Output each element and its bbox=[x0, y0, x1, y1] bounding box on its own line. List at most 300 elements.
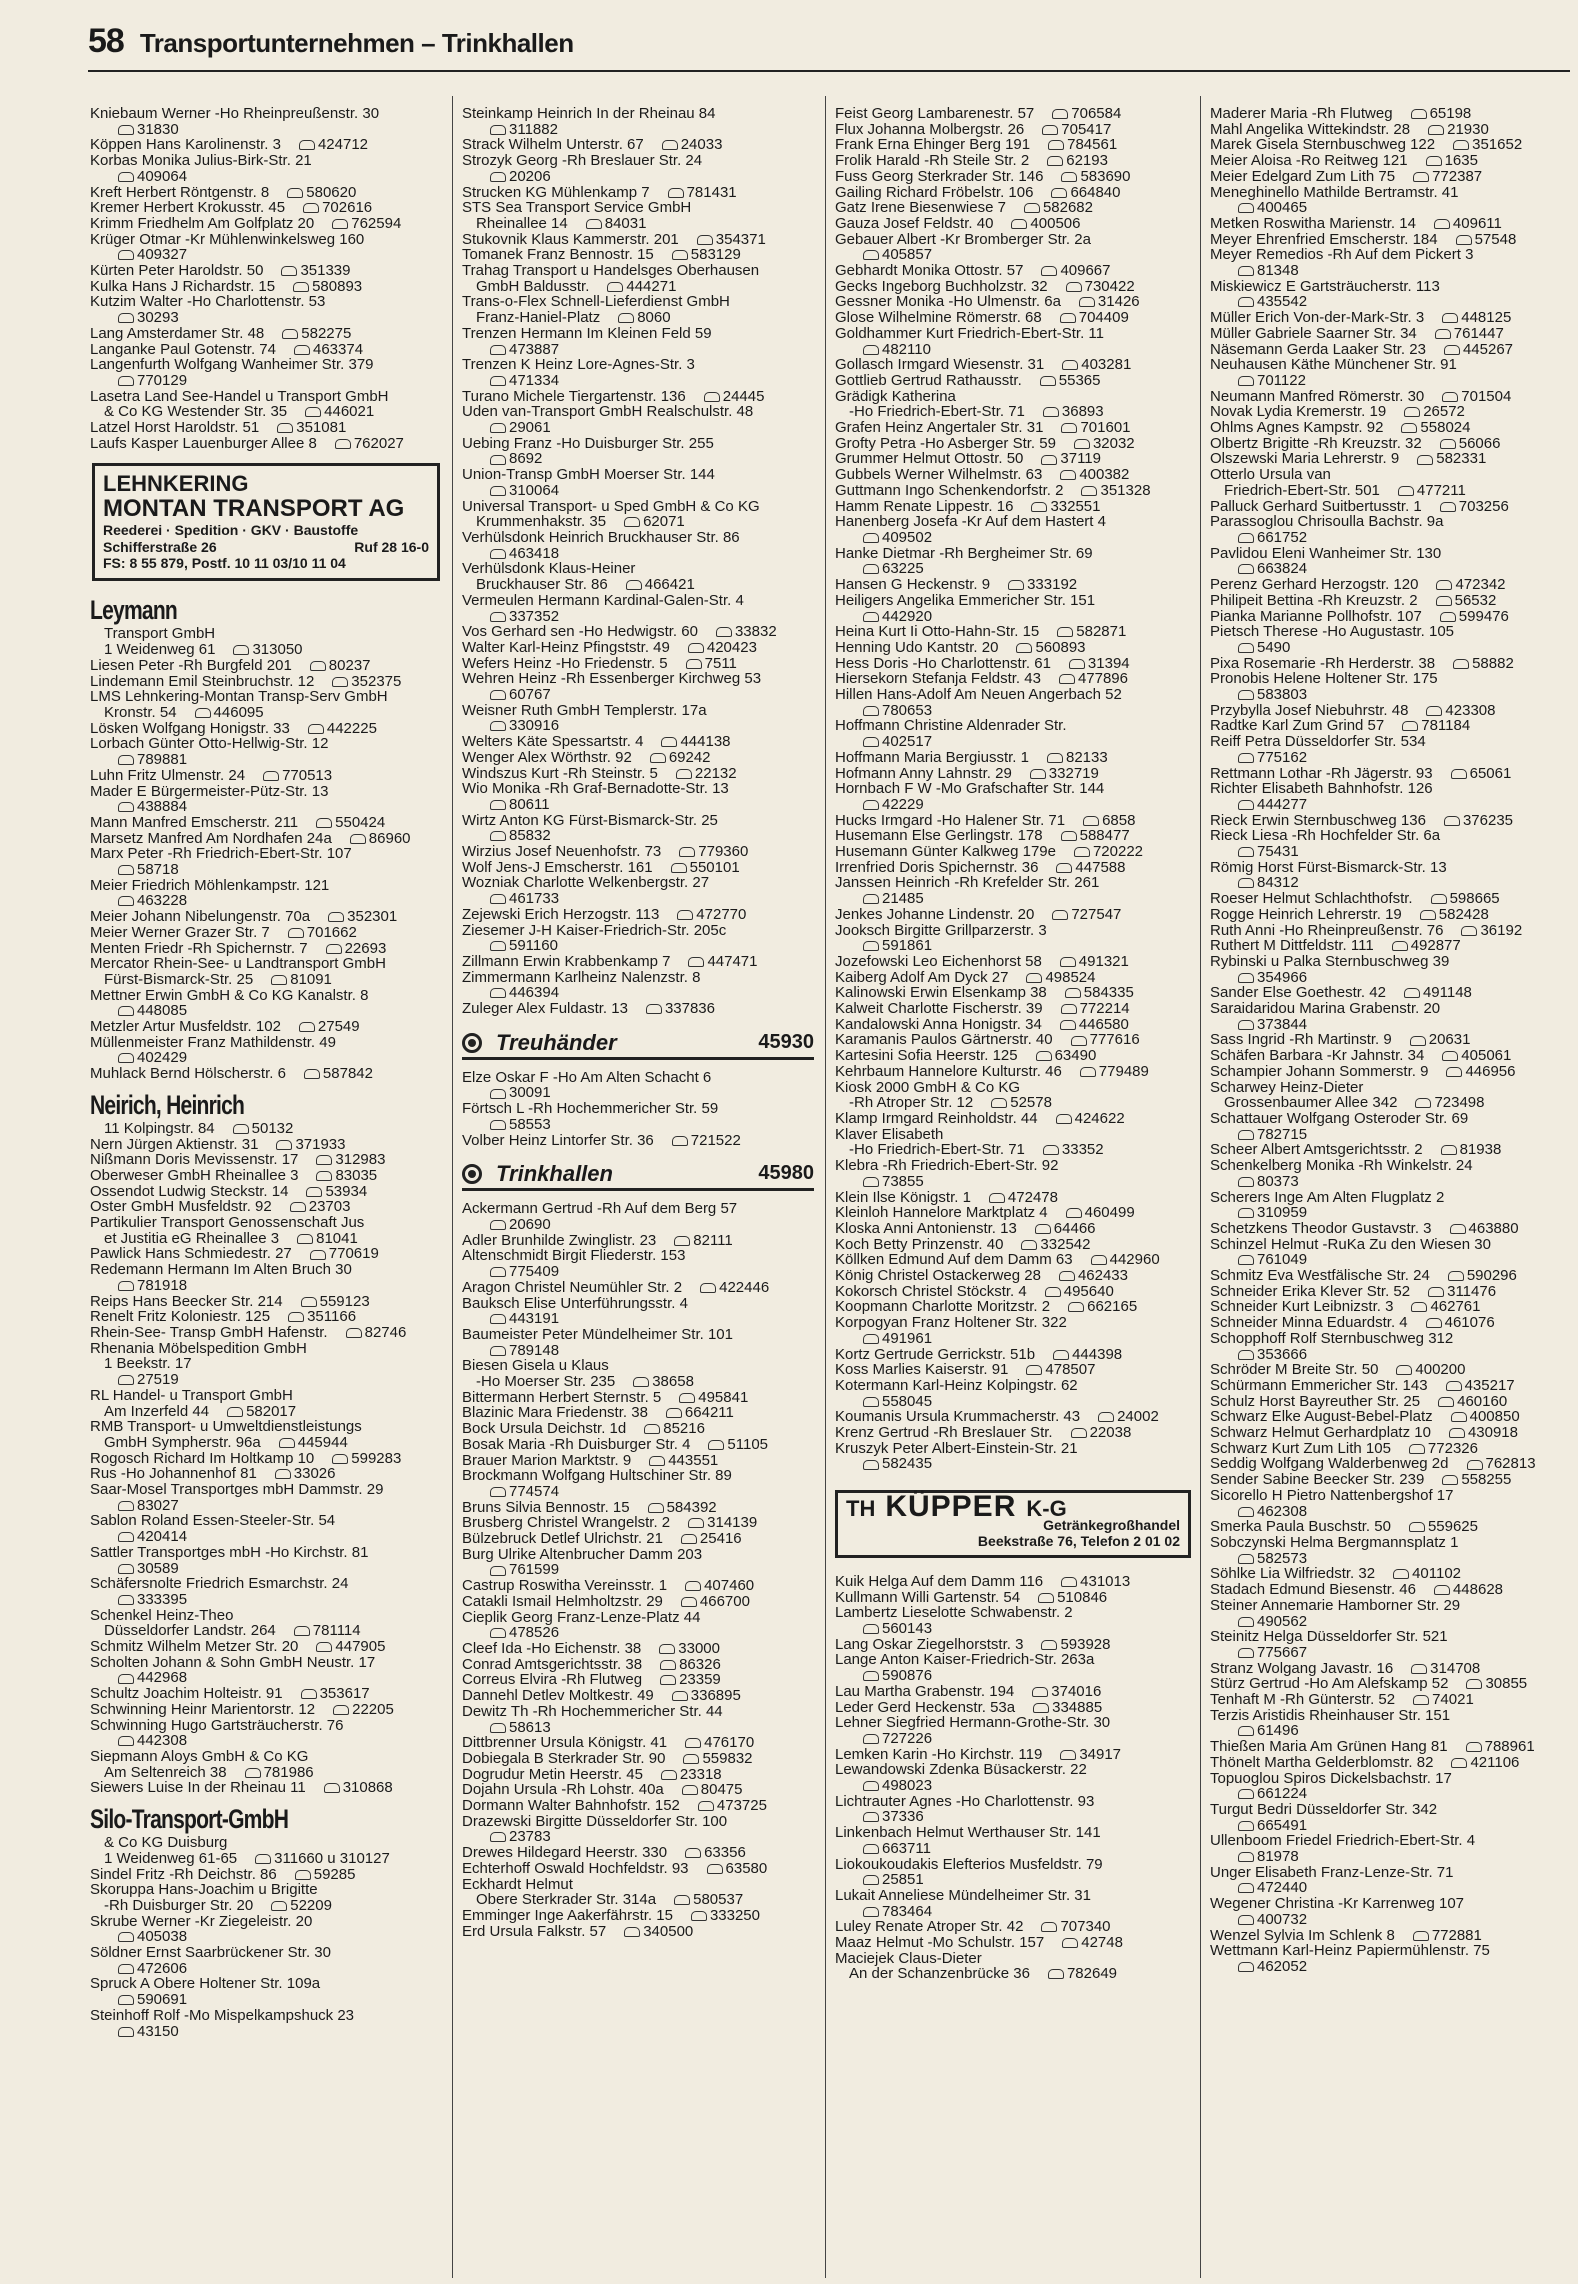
telephone-icon bbox=[863, 800, 879, 810]
directory-entry bbox=[90, 1961, 442, 1977]
phone-number: 478507 bbox=[1045, 1361, 1096, 1379]
directory-entry bbox=[90, 310, 442, 326]
directory-entry bbox=[835, 561, 1191, 577]
phone bbox=[686, 656, 737, 672]
entry-text: Jooksch Birgitte Grillparzerstr. 3 bbox=[835, 921, 1047, 939]
phone-number: 701601 bbox=[1080, 419, 1131, 437]
telephone-icon bbox=[1238, 1177, 1254, 1187]
directory-entry bbox=[835, 1221, 1191, 1237]
section-postcode: 45930 bbox=[758, 1030, 814, 1053]
directory-entry bbox=[90, 404, 442, 420]
directory-entry bbox=[835, 1284, 1191, 1300]
phone-number: 25416 bbox=[699, 1530, 742, 1548]
phone bbox=[1032, 1684, 1101, 1700]
directory-entry bbox=[90, 1749, 442, 1765]
entry-text: Ackermann Gertrud -Rh Auf dem Berg 57 bbox=[462, 1200, 738, 1218]
entry-text: Gailing Richard Fröbelstr. 106 bbox=[835, 183, 1034, 201]
directory-entry bbox=[462, 232, 814, 248]
telephone-icon bbox=[863, 1907, 879, 1917]
phone bbox=[1436, 593, 1497, 609]
phone bbox=[1426, 1315, 1495, 1331]
directory-entry bbox=[90, 1121, 442, 1137]
phone bbox=[1083, 813, 1135, 829]
phone bbox=[1081, 483, 1150, 499]
directory-entry bbox=[835, 185, 1191, 201]
phone-number: 582017 bbox=[246, 1402, 297, 1420]
entry-text: Wio Monika -Rh Graf-Bernadotte-Str. 13 bbox=[462, 780, 729, 798]
entry-text: Grädigk Katherina bbox=[835, 387, 956, 405]
phone-number: 583690 bbox=[1080, 167, 1131, 185]
telephone-icon bbox=[666, 1408, 682, 1418]
directory-entry bbox=[1210, 1331, 1570, 1347]
entry-text: Catakli Ismail Helmholtzstr. 29 bbox=[462, 1592, 663, 1610]
phone-number: 63490 bbox=[1054, 1047, 1097, 1065]
phone bbox=[671, 860, 740, 876]
directory-entry bbox=[462, 1280, 814, 1296]
entry-text: Nißmann Doris Mevissenstr. 17 bbox=[90, 1151, 299, 1169]
directory-entry bbox=[1210, 1268, 1570, 1284]
entry-text: Blazinic Mara Friedenstr. 38 bbox=[462, 1404, 648, 1422]
telephone-icon bbox=[1038, 1593, 1054, 1603]
section-postcode: 45980 bbox=[758, 1162, 814, 1185]
directory-entry bbox=[1210, 263, 1570, 279]
entry-text: Ullenboom Friedel Friedrich-Ebert-Str. 4 bbox=[1210, 1832, 1476, 1850]
telephone-icon bbox=[1041, 266, 1057, 276]
phone-number: 353666 bbox=[1257, 1345, 1308, 1363]
running-head: Transportunternehmen – Trinkhallen bbox=[139, 28, 574, 58]
directory-entry bbox=[462, 844, 814, 860]
directory-entry bbox=[835, 357, 1191, 373]
entry-text: Pixa Rosemarie -Rh Herderstr. 38 bbox=[1210, 654, 1436, 672]
directory-entry bbox=[1210, 1739, 1570, 1755]
phone-number: 591861 bbox=[882, 937, 933, 955]
telephone-icon bbox=[1040, 376, 1056, 386]
phone-number: 63580 bbox=[725, 1859, 768, 1877]
directory-entry bbox=[1210, 1880, 1570, 1896]
phone bbox=[1059, 671, 1128, 687]
phone-number: 333192 bbox=[1027, 576, 1078, 594]
telephone-icon bbox=[1438, 1397, 1454, 1407]
entry-text: Drewes Hildegard Heerstr. 330 bbox=[462, 1844, 668, 1862]
directory-entry bbox=[90, 1231, 442, 1247]
phone bbox=[688, 640, 757, 656]
phone-number: 80475 bbox=[700, 1781, 743, 1799]
telephone-icon bbox=[1435, 329, 1451, 339]
entry-text: Strucken KG Mühlenkamp 7 bbox=[462, 183, 650, 201]
telephone-icon bbox=[1081, 486, 1097, 496]
telephone-icon bbox=[227, 1407, 243, 1417]
directory-entry bbox=[90, 941, 442, 957]
entry-text: Neumann Manfred Römerstr. 30 bbox=[1210, 387, 1425, 405]
telephone-icon bbox=[277, 423, 293, 433]
entry-text: Sablon Roland Essen-Steeler-Str. 54 bbox=[90, 1512, 336, 1530]
entry-text: Roeser Helmut Schlachthofstr. bbox=[1210, 890, 1413, 908]
entry-text: Lambertz Lieselotte Schwabenstr. 2 bbox=[835, 1604, 1073, 1622]
entry-text: Kloska Anni Antonienstr. 13 bbox=[835, 1219, 1017, 1237]
directory-entry bbox=[1210, 1064, 1570, 1080]
directory-entry bbox=[1210, 1943, 1570, 1959]
telephone-icon bbox=[991, 1098, 1007, 1108]
phone-number: 420423 bbox=[706, 638, 757, 656]
phone-number: 466700 bbox=[699, 1592, 750, 1610]
phone bbox=[1031, 499, 1100, 515]
phone-number: 558045 bbox=[882, 1392, 933, 1410]
phone bbox=[1450, 1221, 1519, 1237]
directory-entry bbox=[1210, 1676, 1570, 1692]
telephone-icon bbox=[1238, 297, 1254, 307]
phone-number: 775409 bbox=[509, 1263, 560, 1281]
telephone-icon bbox=[685, 1581, 701, 1591]
phone-number: 400465 bbox=[1257, 199, 1308, 217]
telephone-icon bbox=[118, 1932, 134, 1942]
telephone-icon bbox=[118, 865, 134, 875]
telephone-icon bbox=[674, 1895, 690, 1905]
directory-entry bbox=[1210, 310, 1570, 326]
phone-number: 31394 bbox=[1087, 654, 1130, 672]
directory-entry bbox=[1210, 389, 1570, 405]
phone-number: 400850 bbox=[1469, 1408, 1520, 1426]
directory-entry bbox=[1210, 1456, 1570, 1472]
telephone-icon bbox=[863, 1177, 879, 1187]
section-title: Treuhänder bbox=[496, 1029, 617, 1055]
phone-number: 462052 bbox=[1257, 1957, 1308, 1975]
directory-entry bbox=[835, 1935, 1191, 1951]
phone bbox=[668, 185, 737, 201]
directory-entry bbox=[1210, 232, 1570, 248]
directory-entry bbox=[462, 813, 814, 829]
telephone-icon bbox=[863, 1624, 879, 1634]
telephone-icon bbox=[1450, 1224, 1466, 1234]
telephone-icon bbox=[1061, 1577, 1077, 1587]
phone bbox=[688, 954, 757, 970]
directory-entry bbox=[462, 1908, 814, 1924]
directory-entry bbox=[90, 1388, 442, 1404]
directory-entry bbox=[835, 1574, 1191, 1590]
phone-number: 473887 bbox=[509, 340, 560, 358]
telephone-icon bbox=[310, 1250, 326, 1260]
phone bbox=[1021, 1237, 1090, 1253]
entry-text: Köllken Edmund Auf dem Damm 63 bbox=[835, 1251, 1073, 1269]
directory-entry bbox=[835, 718, 1191, 734]
phone bbox=[666, 1405, 734, 1421]
telephone-icon bbox=[118, 2027, 134, 2037]
entry-text: Stukovnik Klaus Kammerstr. 201 bbox=[462, 230, 679, 248]
telephone-icon bbox=[586, 219, 602, 229]
entry-text: Seddig Wolfgang Walderbenweg 2d bbox=[1210, 1455, 1449, 1473]
telephone-icon bbox=[1071, 1428, 1087, 1438]
directory-entry bbox=[835, 1441, 1191, 1457]
entry-text: Grossenbaumer Allee 342 bbox=[1224, 1094, 1398, 1112]
phone bbox=[624, 1924, 693, 1940]
entry-text: Koumanis Ursula Krummacherstr. 43 bbox=[835, 1408, 1081, 1426]
directory-entry bbox=[90, 1372, 442, 1388]
phone-number: 491148 bbox=[1422, 984, 1472, 1002]
phone bbox=[1441, 1142, 1502, 1158]
phone-number: 36893 bbox=[1061, 403, 1104, 421]
directory-entry bbox=[462, 1688, 814, 1704]
phone-number: 311476 bbox=[1447, 1282, 1497, 1300]
telephone-icon bbox=[716, 627, 732, 637]
phone bbox=[1451, 766, 1512, 782]
entry-text: Skoruppa Hans-Joachim u Brigitte bbox=[90, 1881, 318, 1899]
entry-text: Rieck Erwin Sternbuschweg 136 bbox=[1210, 811, 1426, 829]
directory-entry bbox=[1210, 546, 1570, 562]
directory-entry bbox=[462, 1484, 814, 1500]
phone-number: 24033 bbox=[680, 136, 723, 154]
phone bbox=[624, 514, 685, 530]
bullet-icon bbox=[462, 1164, 482, 1184]
telephone-icon bbox=[118, 755, 134, 765]
phone-number: 443191 bbox=[509, 1310, 560, 1328]
entry-text: Rettmann Lothar -Rh Jägerstr. 93 bbox=[1210, 764, 1433, 782]
phone bbox=[195, 705, 264, 721]
directory-entry bbox=[1210, 1519, 1570, 1535]
phone-number: 26572 bbox=[1423, 403, 1465, 421]
phone bbox=[607, 279, 676, 295]
phone-number: 762027 bbox=[353, 434, 404, 452]
directory-entry bbox=[462, 703, 814, 719]
phone-number: 779360 bbox=[698, 843, 749, 861]
phone-number: 462761 bbox=[1430, 1298, 1481, 1316]
directory-entry bbox=[90, 2008, 442, 2024]
telephone-icon bbox=[490, 455, 506, 465]
phone-number: 22038 bbox=[1089, 1424, 1132, 1442]
phone-number: 701662 bbox=[306, 923, 357, 941]
telephone-icon bbox=[1428, 125, 1444, 135]
telephone-icon bbox=[293, 282, 309, 292]
phone-number: 42748 bbox=[1081, 1934, 1123, 1952]
directory-entry bbox=[462, 875, 814, 891]
directory-entry bbox=[1210, 1174, 1570, 1190]
entry-text: Zimmermann Karlheinz Nalenzstr. 8 bbox=[462, 968, 701, 986]
directory-entry bbox=[1210, 671, 1570, 687]
entry-text: Scholten Johann & Sohn GmbH Neustr. 17 bbox=[90, 1653, 376, 1671]
phone-number: 445267 bbox=[1462, 340, 1514, 358]
telephone-icon bbox=[1238, 1648, 1254, 1658]
phone bbox=[685, 1735, 754, 1751]
phone-number: 409064 bbox=[137, 167, 188, 185]
telephone-icon bbox=[1068, 1302, 1084, 1312]
ad-title-row bbox=[846, 1490, 1180, 1524]
entry-text: 11 Kolpingstr. 84 bbox=[104, 1119, 215, 1137]
phone-number: 314139 bbox=[707, 1514, 758, 1532]
phone-number: 446956 bbox=[1465, 1062, 1516, 1080]
phone bbox=[294, 1623, 361, 1639]
page-number: 58 bbox=[88, 22, 124, 60]
directory-entry bbox=[462, 1453, 814, 1469]
phone-number: 707340 bbox=[1060, 1918, 1111, 1936]
entry-text: Krimm Friedhelm Am Golfplatz 20 bbox=[90, 214, 315, 232]
phone-number: 583129 bbox=[690, 246, 741, 264]
directory-entry bbox=[835, 310, 1191, 326]
entry-text: Klamp Irmgard Reinholdstr. 44 bbox=[835, 1110, 1038, 1127]
entry-text: Lang Amsterdamer Str. 48 bbox=[90, 324, 265, 342]
phone bbox=[698, 1798, 767, 1814]
ad-company-name: LEHNKERING bbox=[103, 471, 249, 497]
directory-entry bbox=[835, 1762, 1191, 1778]
entry-text: Hoffmann Maria Bergiusstr. 1 bbox=[835, 748, 1029, 766]
entry-text: Irrenfried Doris Spichernstr. 36 bbox=[835, 858, 1039, 876]
telephone-icon bbox=[1392, 941, 1408, 951]
entry-text: Parassoglou Chrisoulla Bachstr. 9a bbox=[1210, 513, 1444, 531]
phone bbox=[586, 216, 647, 232]
phone-number: 310959 bbox=[1257, 1204, 1308, 1222]
telephone-icon bbox=[288, 1312, 304, 1322]
phone-number: 25851 bbox=[882, 1871, 924, 1889]
directory-entry bbox=[1210, 1551, 1570, 1567]
phone-number: 371933 bbox=[295, 1135, 346, 1153]
ad-company-name-line2: MONTAN TRANSPORT AG bbox=[103, 495, 405, 523]
entry-text: Bauksch Elise Unterführungsstr. 4 bbox=[462, 1294, 688, 1312]
directory-entry bbox=[835, 514, 1191, 530]
directory-entry bbox=[90, 1035, 442, 1051]
telephone-icon bbox=[989, 1193, 1005, 1203]
telephone-icon bbox=[118, 1501, 134, 1511]
phone bbox=[674, 1233, 733, 1249]
telephone-icon bbox=[1436, 596, 1452, 606]
telephone-icon bbox=[276, 1140, 292, 1150]
phone bbox=[1069, 656, 1130, 672]
phone bbox=[1041, 263, 1110, 279]
phone-number: 775162 bbox=[1257, 748, 1308, 766]
phone bbox=[1008, 577, 1077, 593]
directory-entry bbox=[90, 721, 442, 737]
entry-text: Sicorello H Pietro Nattenbergshof 17 bbox=[1210, 1486, 1454, 1504]
phone-number: 29061 bbox=[509, 419, 551, 437]
telephone-icon bbox=[1059, 1271, 1075, 1281]
directory-entry bbox=[90, 1137, 442, 1153]
phone bbox=[1026, 970, 1095, 986]
telephone-icon bbox=[271, 975, 287, 985]
phone bbox=[633, 1374, 694, 1390]
entry-text: Scherers Inge Am Alten Flugplatz 2 bbox=[1210, 1188, 1445, 1206]
featured-listing-name: Neirich, Heinrich bbox=[90, 1089, 245, 1120]
phone bbox=[1047, 750, 1108, 766]
directory-entry bbox=[1210, 703, 1570, 719]
phone-number: 772881 bbox=[1431, 1926, 1482, 1944]
telephone-icon bbox=[1415, 1098, 1431, 1108]
directory-entry bbox=[1210, 1865, 1570, 1881]
phone-number: 584392 bbox=[666, 1498, 717, 1516]
directory-entry bbox=[462, 342, 814, 358]
phone-number: 351339 bbox=[300, 262, 351, 280]
entry-text: Schäfen Barbara -Kr Jahnstr. 34 bbox=[1210, 1047, 1425, 1065]
phone-number: 409611 bbox=[1452, 214, 1502, 232]
directory-entry bbox=[462, 1327, 814, 1343]
entry-text: Burg Ulrike Altenbrucher Damm 203 bbox=[462, 1545, 703, 1563]
telephone-icon bbox=[255, 1854, 271, 1864]
phone-number: 781918 bbox=[137, 1276, 188, 1294]
phone-number: 354371 bbox=[715, 230, 766, 248]
phone bbox=[677, 907, 746, 923]
phone bbox=[1074, 844, 1143, 860]
phone bbox=[660, 1672, 721, 1688]
directory-entry bbox=[835, 1966, 1191, 1982]
entry-text: Grafen Heinz Angertaler Str. 31 bbox=[835, 419, 1044, 437]
phone bbox=[1402, 718, 1470, 734]
entry-text: Lang Oskar Ziegelhorststr. 3 bbox=[835, 1635, 1024, 1653]
phone bbox=[233, 642, 302, 658]
entry-text: Lehner Siegfried Hermann-Grothe-Str. 30 bbox=[835, 1714, 1111, 1732]
directory-entry bbox=[835, 687, 1191, 703]
phone bbox=[295, 1867, 356, 1883]
phone-number: 590876 bbox=[882, 1667, 933, 1685]
telephone-icon bbox=[1238, 533, 1254, 543]
phone-number: 353617 bbox=[319, 1685, 370, 1703]
phone bbox=[1047, 153, 1108, 169]
directory-entry bbox=[1210, 1818, 1570, 1834]
directory-entry bbox=[90, 326, 442, 342]
entry-text: Stranz Wolgang Javastr. 16 bbox=[1210, 1659, 1394, 1677]
directory-entry bbox=[462, 1343, 814, 1359]
phone-number: 727226 bbox=[882, 1729, 933, 1747]
entry-text: Söhlke Lia Wilfriedstr. 32 bbox=[1210, 1565, 1376, 1583]
kuepper-ad bbox=[835, 1490, 1191, 1558]
telephone-icon bbox=[671, 863, 687, 873]
phone-number: 560893 bbox=[1035, 638, 1086, 656]
entry-text: Siepmann Aloys GmbH & Co KG bbox=[90, 1747, 309, 1765]
phone-number: 463228 bbox=[137, 892, 188, 910]
entry-text: Wolf Jens-J Emscherstr. 161 bbox=[462, 858, 653, 876]
phone bbox=[626, 577, 695, 593]
phone-number: 424622 bbox=[1074, 1110, 1125, 1127]
telephone-icon bbox=[1041, 1922, 1057, 1932]
entry-text: Schwarz Elke August-Bebel-Platz bbox=[1210, 1408, 1433, 1426]
phone-number: 332719 bbox=[1048, 764, 1099, 782]
directory-entry bbox=[1210, 734, 1570, 750]
phone-number: 510846 bbox=[1057, 1588, 1108, 1606]
phone-number: 781431 bbox=[686, 183, 737, 201]
directory-entry bbox=[462, 1390, 814, 1406]
directory-entry bbox=[1210, 624, 1570, 640]
directory-entry bbox=[1210, 1535, 1570, 1551]
entry-text: Marek Gisela Sternbuschweg 122 bbox=[1210, 136, 1436, 154]
telephone-icon bbox=[1431, 894, 1447, 904]
telephone-icon bbox=[683, 1754, 699, 1764]
directory-column-2 bbox=[462, 106, 814, 2276]
directory-entry bbox=[1210, 1833, 1570, 1849]
telephone-icon bbox=[490, 486, 506, 496]
directory-entry bbox=[90, 373, 442, 389]
telephone-icon bbox=[1071, 1036, 1087, 1046]
phone-number: 448085 bbox=[137, 1002, 188, 1020]
directory-entry bbox=[835, 436, 1191, 452]
directory-entry bbox=[462, 1610, 814, 1626]
phone-number: 435217 bbox=[1464, 1376, 1515, 1394]
directory-entry bbox=[90, 626, 442, 642]
directory-entry bbox=[462, 750, 814, 766]
directory-entry bbox=[835, 1017, 1191, 1033]
entry-text: Dojahn Ursula -Rh Lohstr. 40a bbox=[462, 1781, 664, 1799]
telephone-icon bbox=[1056, 1114, 1072, 1124]
telephone-icon bbox=[1238, 376, 1254, 386]
section-heading-treuhaender bbox=[462, 1029, 814, 1060]
entry-text: Lasetra Land See-Handel u Transport GmbH bbox=[90, 387, 389, 405]
phone bbox=[1436, 577, 1505, 593]
phone-number: 354966 bbox=[1257, 968, 1308, 986]
directory-entry bbox=[835, 546, 1191, 562]
telephone-icon bbox=[1031, 502, 1047, 512]
telephone-icon bbox=[1026, 973, 1042, 983]
directory-entry bbox=[462, 1358, 814, 1374]
directory-entry bbox=[835, 1111, 1191, 1127]
phone-number: 84031 bbox=[604, 214, 647, 232]
telephone-icon bbox=[1098, 1412, 1114, 1422]
phone bbox=[1061, 828, 1130, 844]
phone bbox=[1448, 1268, 1517, 1284]
directory-entry bbox=[90, 909, 442, 925]
phone-number: 460160 bbox=[1457, 1392, 1508, 1410]
